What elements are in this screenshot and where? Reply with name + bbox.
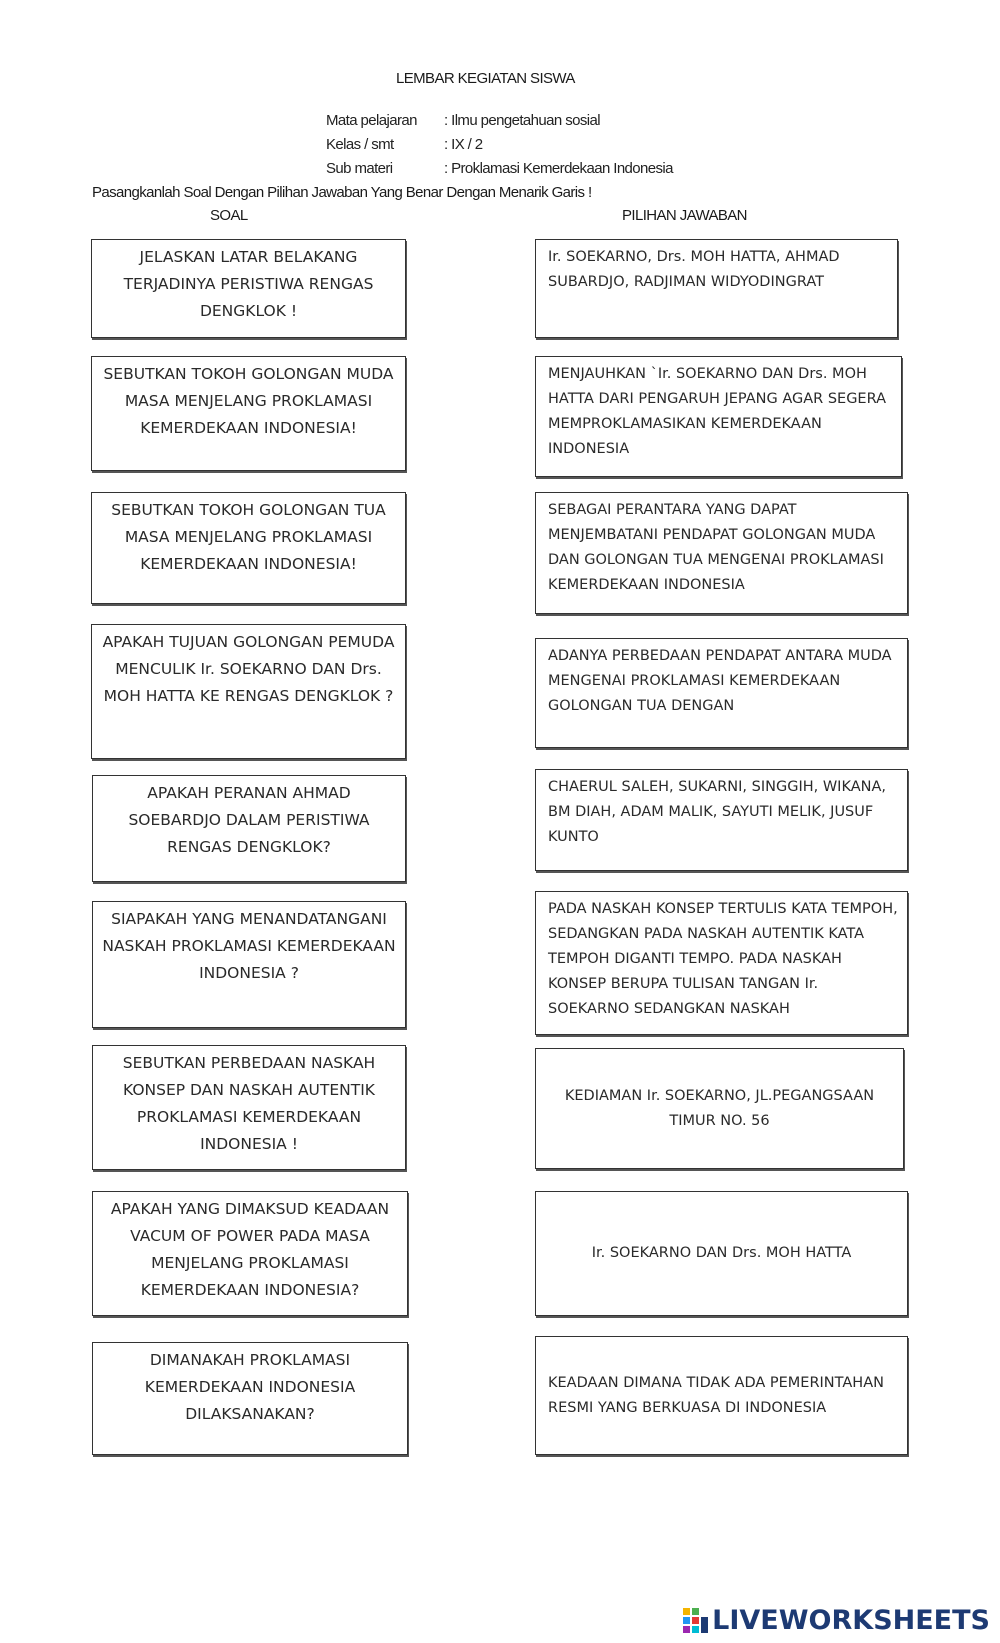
meta-value-topic: : Proklamasi Kemerdekaan Indonesia [444,160,673,177]
meta-value-class: : IX / 2 [444,136,483,153]
question-box-3[interactable]: SEBUTKAN TOKOH GOLONGAN TUA MASA MENJELANG PROKLAMASI KEMERDEKAAN INDONESIA! [91,492,406,604]
blocks-icon [682,1606,710,1634]
question-box-4[interactable]: APAKAH TUJUAN GOLONGAN PEMUDA MENCULIK Ir. SOEKARNO DAN Drs. MOH HATTA KE RENGAS DENGKLOK ? [91,624,406,759]
answer-box-5[interactable]: CHAERUL SALEH, SUKARNI, SINGGIH, WIKANA, BM DIAH, ADAM MALIK, SAYUTI MELIK, JUSUF KUNTO [535,769,908,871]
question-box-5[interactable]: APAKAH PERANAN AHMAD SOEBARDJO DALAM PERISTIWA RENGAS DENGKLOK? [92,775,406,882]
question-box-2[interactable]: SEBUTKAN TOKOH GOLONGAN MUDA MASA MENJELANG PROKLAMASI KEMERDEKAAN INDONESIA! [91,356,406,471]
question-box-6[interactable]: SIAPAKAH YANG MENANDATANGANI NASKAH PROKLAMASI KEMERDEKAAN INDONESIA ? [92,901,406,1028]
answer-box-7[interactable]: KEDIAMAN Ir. SOEKARNO, JL.PEGANGSAAN TIMUR NO. 56 [535,1048,904,1169]
meta-value-subject: : Ilmu pengetahuan sosial [444,112,600,129]
meta-label-class: Kelas / smt [326,136,394,153]
answer-box-2[interactable]: MENJAUHKAN `Ir. SOEKARNO DAN Drs. MOH HATTA DARI PENGARUH JEPANG AGAR SEGERA MEMPROKLAMASIKAN KEMERDEKAAN INDONESIA [535,356,902,477]
question-box-8[interactable]: APAKAH YANG DIMAKSUD KEADAAN VACUM OF POWER PADA MASA MENJELANG PROKLAMASI KEMERDEKAAN INDONESIA? [92,1191,408,1316]
answer-box-6[interactable]: PADA NASKAH KONSEP TERTULIS KATA TEMPOH, SEDANGKAN PADA NASKAH AUTENTIK KATA TEMPOH DIGANTI TEMPO. PADA NASKAH KONSEP BERUPA TULISAN TANGAN Ir. SOEKARNO SEDANGKAN NASKAH [535,891,908,1035]
liveworksheets-logo[interactable] [682,1603,990,1637]
column-header-soal: SOAL [210,207,248,224]
instruction-text: Pasangkanlah Soal Dengan Pilihan Jawaban Yang Benar Dengan Menarik Garis ! [92,184,592,201]
answer-box-1[interactable]: Ir. SOEKARNO, Drs. MOH HATTA, AHMAD SUBARDJO, RADJIMAN WIDYODINGRAT [535,239,898,338]
meta-label-subject: Mata pelajaran [326,112,417,129]
question-box-1[interactable]: JELASKAN LATAR BELAKANG TERJADINYA PERISTIWA RENGAS DENGKLOK ! [91,239,406,338]
answer-box-9[interactable]: KEADAAN DIMANA TIDAK ADA PEMERINTAHAN RESMI YANG BERKUASA DI INDONESIA [535,1336,908,1455]
question-box-9[interactable]: DIMANAKAH PROKLAMASI KEMERDEKAAN INDONESIA DILAKSANAKAN? [92,1342,408,1455]
column-header-jawaban: PILIHAN JAWABAN [622,207,747,224]
brand-name: LIVEWORKSHEETS [712,1604,990,1636]
answer-box-3[interactable]: SEBAGAI PERANTARA YANG DAPAT MENJEMBATANI PENDAPAT GOLONGAN MUDA DAN GOLONGAN TUA MENGENAI PROKLAMASI KEMERDEKAAN INDONESIA [535,492,908,614]
meta-label-topic: Sub materi [326,160,393,177]
answer-box-4[interactable]: ADANYA PERBEDAAN PENDAPAT ANTARA MUDA MENGENAI PROKLAMASI KEMERDEKAAN GOLONGAN TUA DENGAN [535,638,908,748]
page-title: LEMBAR KEGIATAN SISWA [396,70,575,87]
answer-box-8[interactable]: Ir. SOEKARNO DAN Drs. MOH HATTA [535,1191,908,1316]
question-box-7[interactable]: SEBUTKAN PERBEDAAN NASKAH KONSEP DAN NASKAH AUTENTIK PROKLAMASI KEMERDEKAAN INDONESIA ! [92,1045,406,1170]
